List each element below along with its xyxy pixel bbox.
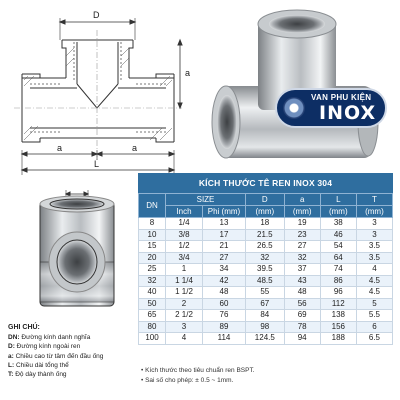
legend-text: Chiều cao từ tâm đến đầu ống — [13, 352, 104, 360]
table-cell: 3.5 — [356, 252, 392, 264]
table-cell: 156 — [320, 321, 356, 333]
table-cell: 4.5 — [356, 275, 392, 287]
table-cell: 48.5 — [246, 275, 285, 287]
legend-notes — [8, 323, 103, 379]
legend-key: D: — [8, 343, 15, 351]
legend-key: T: — [8, 371, 14, 379]
table-row — [139, 310, 393, 322]
table-cell: 20 — [139, 252, 166, 264]
table-cell: 4.5 — [356, 287, 392, 299]
dim-label-L: L — [94, 159, 100, 169]
table-cell: 78 — [284, 321, 320, 333]
table-cell: 32 — [284, 252, 320, 264]
header-d-unit: (mm) — [246, 206, 285, 218]
table-cell: 65 — [139, 310, 166, 322]
footnote-tolerance: • Sai số cho phép: ± 0.5 ~ 1mm. — [141, 377, 234, 384]
table-cell: 32 — [246, 252, 285, 264]
table-row — [139, 275, 393, 287]
header-a: a — [284, 194, 320, 206]
logo-top-text: VAN PHU KIỆN — [311, 93, 372, 102]
table-cell: 23 — [284, 229, 320, 241]
legend-text: Đường kính danh nghĩa — [19, 334, 91, 342]
table-cell: 13 — [203, 218, 246, 230]
table-cell: 3 — [166, 321, 203, 333]
table-cell: 34 — [203, 264, 246, 276]
dim-label-a-mid: a — [132, 143, 138, 153]
table-cell: 17 — [203, 229, 246, 241]
legend-key: a: — [8, 352, 14, 360]
table-cell: 3 — [356, 218, 392, 230]
table-cell: 6 — [356, 321, 392, 333]
table-cell: 32 — [139, 275, 166, 287]
legend-key: DN: — [8, 334, 20, 342]
table-cell: 124.5 — [246, 333, 285, 345]
table-cell: 67 — [246, 298, 285, 310]
table-cell: 1 1/2 — [166, 287, 203, 299]
table-cell: 8 — [139, 218, 166, 230]
legend-item — [8, 342, 103, 351]
dimension-grid — [138, 193, 393, 345]
table-cell: 26.5 — [246, 241, 285, 253]
table-row — [139, 252, 393, 264]
header-l-unit: (mm) — [320, 206, 356, 218]
table-cell: 114 — [203, 333, 246, 345]
table-cell: 1 — [166, 264, 203, 276]
table-cell: 21.5 — [246, 229, 285, 241]
table-cell: 21 — [203, 241, 246, 253]
footnote-standard: • Kích thước theo tiêu chuẩn ren BSPT. — [141, 367, 255, 374]
table-row — [139, 264, 393, 276]
table-cell: 37 — [284, 264, 320, 276]
header-t-unit: (mm) — [356, 206, 392, 218]
table-cell: 55 — [246, 287, 285, 299]
table-cell: 80 — [139, 321, 166, 333]
table-cell: 15 — [139, 241, 166, 253]
table-row — [139, 218, 393, 230]
legend-key: L: — [8, 361, 15, 369]
table-row — [139, 321, 393, 333]
table-cell: 89 — [203, 321, 246, 333]
table-cell: 1/2 — [166, 241, 203, 253]
table-row — [139, 333, 393, 345]
footnotes — [141, 366, 255, 386]
dim-label-a-right: a — [185, 68, 191, 78]
table-cell: 19 — [284, 218, 320, 230]
table-row — [139, 298, 393, 310]
table-cell: 1 1/4 — [166, 275, 203, 287]
legend-item — [8, 370, 103, 379]
table-cell: 6.5 — [356, 333, 392, 345]
table-cell: 76 — [203, 310, 246, 322]
tee-side-view — [40, 190, 114, 306]
dim-label-D: D — [93, 10, 100, 20]
header-dn: DN — [139, 194, 166, 218]
brand-logo — [275, 88, 387, 128]
table-cell: 138 — [320, 310, 356, 322]
table-cell: 10 — [139, 229, 166, 241]
tee-product-photo — [212, 10, 378, 158]
table-cell: 3.5 — [356, 241, 392, 253]
dimension-table — [138, 173, 393, 345]
table-cell: 3/8 — [166, 229, 203, 241]
table-cell: 39.5 — [246, 264, 285, 276]
table-cell: 2 1/2 — [166, 310, 203, 322]
dim-label-a-left: a — [57, 143, 63, 153]
table-cell: 69 — [284, 310, 320, 322]
table-cell: 96 — [320, 287, 356, 299]
table-cell: 18 — [246, 218, 285, 230]
table-cell: 54 — [320, 241, 356, 253]
table-cell: 50 — [139, 298, 166, 310]
table-cell: 3 — [356, 229, 392, 241]
table-cell: 56 — [284, 298, 320, 310]
header-t: T — [356, 194, 392, 206]
legend-item — [8, 333, 103, 342]
table-cell: 27 — [284, 241, 320, 253]
header-l: L — [320, 194, 356, 206]
table-cell: 27 — [203, 252, 246, 264]
header-d: D — [246, 194, 285, 206]
table-cell: 25 — [139, 264, 166, 276]
tee-section-drawing — [14, 18, 182, 175]
table-cell: 42 — [203, 275, 246, 287]
header-inch: Inch — [166, 206, 203, 218]
table-cell: 64 — [320, 252, 356, 264]
table-cell: 60 — [203, 298, 246, 310]
table-cell: 84 — [246, 310, 285, 322]
table-cell: 4 — [356, 264, 392, 276]
legend-item — [8, 361, 103, 370]
legend-text: Chiều dài tổng thể — [14, 361, 69, 369]
table-row — [139, 287, 393, 299]
table-cell: 94 — [284, 333, 320, 345]
table-cell: 5.5 — [356, 310, 392, 322]
header-size: SIZE — [166, 194, 246, 206]
logo-brand-text: INOX — [319, 102, 377, 124]
gear-icon — [283, 97, 305, 119]
table-row — [139, 229, 393, 241]
table-cell: 112 — [320, 298, 356, 310]
header-a-unit: (mm) — [284, 206, 320, 218]
table-cell: 3/4 — [166, 252, 203, 264]
table-cell: 1/4 — [166, 218, 203, 230]
table-cell: 4 — [166, 333, 203, 345]
table-cell: 86 — [320, 275, 356, 287]
table-cell: 188 — [320, 333, 356, 345]
legend-text: Đường kính ngoài ren — [14, 343, 81, 351]
table-cell: 98 — [246, 321, 285, 333]
legend-item — [8, 352, 103, 361]
table-row — [139, 241, 393, 253]
header-phi: Phi (mm) — [203, 206, 246, 218]
table-cell: 43 — [284, 275, 320, 287]
table-cell: 40 — [139, 287, 166, 299]
table-cell: 48 — [203, 287, 246, 299]
table-cell: 46 — [320, 229, 356, 241]
table-cell: 38 — [320, 218, 356, 230]
table-cell: 100 — [139, 333, 166, 345]
table-cell: 2 — [166, 298, 203, 310]
table-cell: 48 — [284, 287, 320, 299]
legend-title: GHI CHÚ: — [8, 324, 40, 331]
table-cell: 74 — [320, 264, 356, 276]
table-title: KÍCH THƯỚC TÊ REN INOX 304 — [138, 173, 393, 193]
table-cell: 5 — [356, 298, 392, 310]
legend-text: Độ dày thành ống — [13, 371, 67, 379]
